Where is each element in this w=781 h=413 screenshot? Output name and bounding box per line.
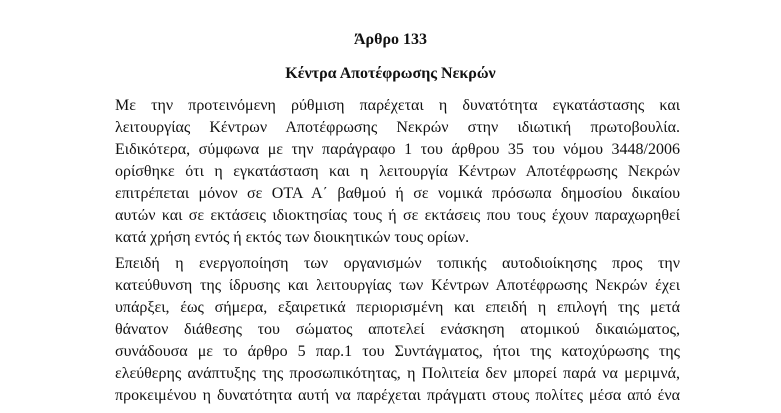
paragraph-1 [115, 95, 680, 249]
paragraph-line: ελεύθερης ανάπτυξης της προσωπικότητας, η Πολιτεία δεν μπορεί παρά να μεριμνά, [115, 365, 680, 382]
paragraph-line: κατεύθυνση της ίδρυσης και λειτουργίας των Κέντρων Αποτέφρωσης Νεκρών έχει [115, 277, 680, 294]
paragraph-2 [115, 253, 680, 407]
paragraph-line: προκειμένου η δυνατότητα αυτή να παρέχεται πράγματι στους πολίτες μέσα από ένα [115, 387, 680, 404]
paragraph-line: Ειδικότερα, σύμφωνα με την παράγραφο 1 του άρθρου 35 του νόμου 3448/2006 [115, 141, 680, 158]
paragraph-line: λειτουργίας Κέντρων Αποτέφρωσης Νεκρών στην ιδιωτική πρωτοβουλία. [115, 119, 680, 136]
paragraph-line: Επειδή η ενεργοποίηση των οργανισμών τοπικής αυτοδιοίκησης προς την [115, 255, 680, 272]
paragraph-line: αυτών και σε εκτάσεις ιδιοκτησίας τους ή σε εκτάσεις που τους έχουν παραχωρηθεί [115, 207, 680, 224]
article-heading: Άρθρο 133 [353, 31, 428, 48]
article-title: Κέντρα Αποτέφρωσης Νεκρών [285, 65, 496, 82]
paragraph-line: υπάρξει, έως σήμερα, εξαιρετικά περιορισμένη και επειδή η επιλογή της μετά [115, 299, 680, 316]
paragraph-line: επιτρέπεται μόνον σε ΟΤΑ Α΄ βαθμού ή σε νομικά πρόσωπα δημοσίου δικαίου [115, 185, 680, 202]
paragraph-line: ορίσθηκε ότι η εγκατάσταση και η λειτουργία Κέντρων Αποτέφρωσης Νεκρών [115, 163, 680, 180]
paragraph-line: κατά χρήση εντός ή εκτός των διοικητικών τους ορίων. [115, 229, 470, 246]
paragraph-line: Με την προτεινόμενη ρύθμιση παρέχεται η δυνατότητα εγκατάστασης και [115, 97, 680, 114]
paragraph-line: συνάδουσα με το άρθρο 5 παρ.1 του Συντάγματος, ήτοι της κατοχύρωσης της [115, 343, 680, 360]
paragraph-line: θάνατον διάθεσης του σώματος αποτελεί ενάσκηση ατομικού δικαιώματος, [115, 321, 680, 338]
